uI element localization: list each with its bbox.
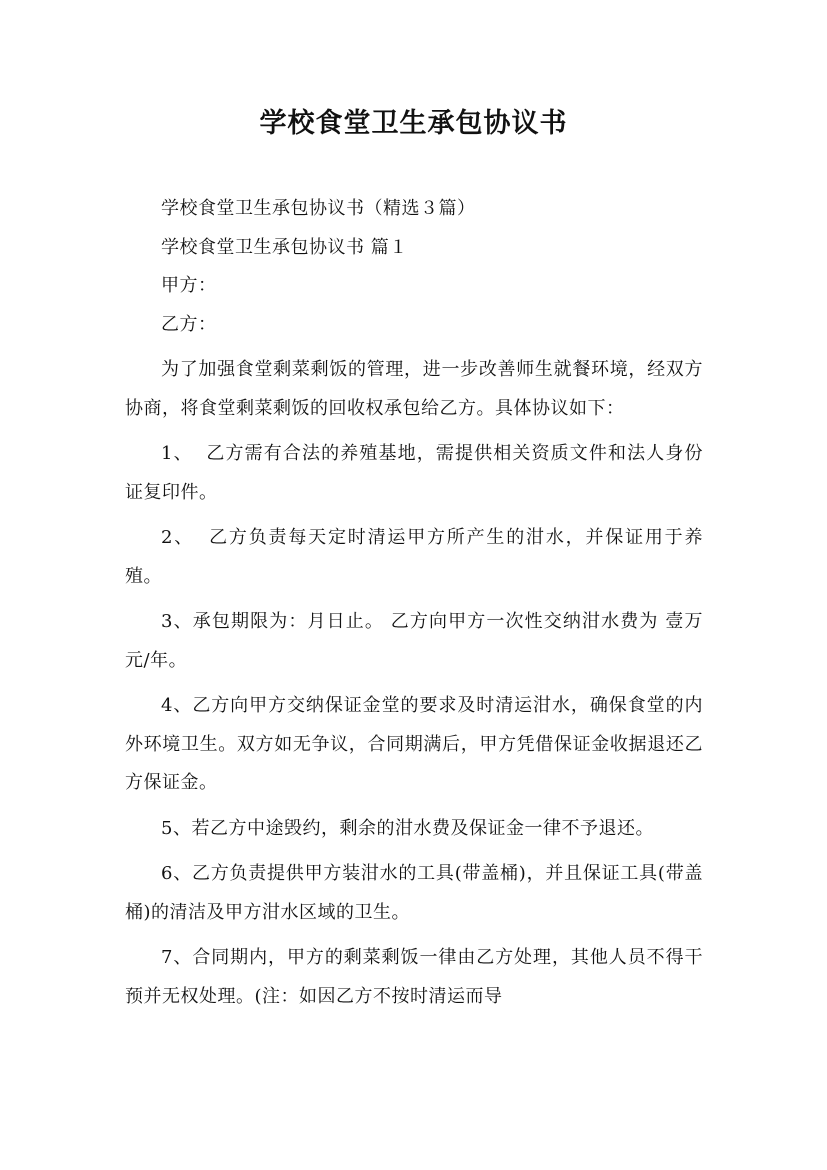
paragraph-intro: 为了加强食堂剩菜剩饭的管理，进一步改善师生就餐环境，经双方协商，将食堂剩菜剩饭的回收权承包给乙方。具体协议如下： xyxy=(125,359,703,419)
paragraph-subtitle: 学校食堂卫生承包协议书（精选３篇） xyxy=(161,198,476,219)
document-title: 学校食堂卫生承包协议书 xyxy=(259,108,568,139)
paragraph-clause-5: 5、若乙方中途毁约，剩余的泔水费及保证金一律不予退还。 xyxy=(161,817,654,839)
paragraph-clause-1: 1、 乙方需有合法的养殖基地，需提供相关资质文件和法人身份证复印件。 xyxy=(125,443,703,503)
document-body xyxy=(125,190,710,1023)
paragraph-section-heading: 学校食堂卫生承包协议书 篇１ xyxy=(161,236,408,258)
paragraph-clause-7: 7、合同期内，甲方的剩菜剩饭一律由乙方处理，其他人员不得干预并无权处理。(注：如因乙方不按时清运而导 xyxy=(125,947,703,1007)
paragraph-clause-6: 6、乙方负责提供甲方装泔水的工具(带盖桶)，并且保证工具(带盖桶)的清洁及甲方泔水区域的卫生。 xyxy=(125,863,703,923)
paragraph-party-a: 甲方： xyxy=(161,275,217,296)
paragraph-clause-2: 2、 乙方负责每天定时清运甲方所产生的泔水，并保证用于养殖。 xyxy=(125,527,703,587)
paragraph-party-b: 乙方： xyxy=(161,313,217,335)
paragraph-clause-3: 3、承包期限为：月日止。 乙方向甲方一次性交纳泔水费为 壹万 元/年。 xyxy=(125,611,710,671)
paragraph-clause-4: 4、乙方向甲方交纳保证金堂的要求及时清运泔水，确保食堂的内外环境卫生。双方如无争议，合同期满后，甲方凭借保证金收据退还乙方保证金。 xyxy=(125,695,703,793)
